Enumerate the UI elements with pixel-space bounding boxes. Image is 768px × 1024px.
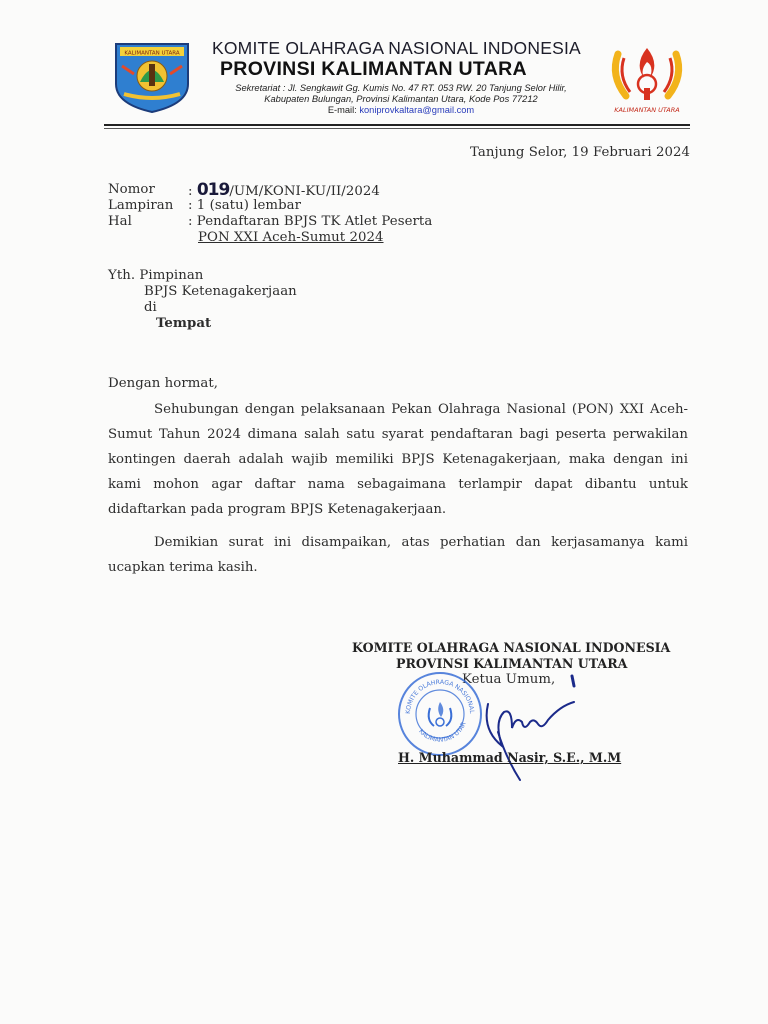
nomor-colon: :: [188, 184, 193, 199]
email-link[interactable]: koniprovkaltara@gmail.com: [359, 105, 475, 115]
nomor-value: [188, 180, 380, 200]
paragraph-1: [108, 397, 688, 522]
email-label: E-mail:: [327, 105, 360, 115]
nomor-handwritten-number: 019: [196, 180, 230, 200]
email-line: [206, 105, 596, 115]
signature-org-line1: KOMITE OLAHRAGA NASIONAL INDONESIA: [352, 640, 671, 655]
paragraph-1-line2: Sumut Tahun 2024 dimana salah satu syarat pendaftaran bagi peserta perwakilan: [108, 427, 688, 442]
paragraph-1-line1: Sehubungan dengan pelaksanaan Pekan Olahraga Nasional (PON) XXI Aceh-: [154, 402, 688, 417]
stamp-text-bottom: KALIMANTAN UTAR: [417, 721, 468, 744]
org-name-line2: PROVINSI KALIMANTAN UTARA: [220, 58, 527, 80]
hal-value-line1: : Pendaftaran BPJS TK Atlet Peserta: [188, 214, 433, 229]
letterhead-rule: [104, 124, 690, 126]
koni-torch-logo: [604, 36, 690, 122]
paragraph-2-line1: Demikian surat ini disampaikan, atas perhatian dan kerjasamanya kami: [154, 535, 688, 550]
org-name-line1: KOMITE OLAHRAGA NASIONAL INDONESIA: [212, 38, 581, 58]
paragraph-2: [108, 530, 688, 580]
nomor-suffix: /UM/KONI-KU/II/2024: [229, 184, 380, 199]
hal-label: Hal: [108, 214, 132, 229]
recipient-line3: di: [144, 300, 157, 315]
right-logo-caption: KALIMANTAN UTARA: [614, 106, 680, 114]
signatory-name: H. Muhammad Nasir, S.E., M.M: [398, 750, 622, 765]
official-stamp: [396, 670, 484, 758]
letterhead-rule-thin: [104, 128, 690, 129]
left-logo-caption: KALIMANTAN UTARA: [124, 50, 180, 57]
address-line1: Sekretariat : Jl. Sengkawit Gg. Kumis No. 47 RT. 053 RW. 20 Tanjung Selor Hilir,: [235, 83, 567, 93]
paragraph-1-line3: kontingen daerah adalah wajib memiliki BPJS Ketenagakerjaan, maka dengan ini: [108, 452, 688, 467]
paragraph-1-line5: didaftarkan pada program BPJS Ketenagakerjaan.: [108, 502, 447, 517]
lampiran-value: : 1 (satu) lembar: [188, 198, 302, 213]
signature-org-line2: PROVINSI KALIMANTAN UTARA: [396, 656, 628, 671]
recipient-line4: Tempat: [156, 316, 212, 331]
nomor-label: Nomor: [108, 182, 155, 197]
greeting: Dengan hormat,: [108, 376, 219, 391]
paragraph-1-line4: kami mohon agar daftar nama sebagaimana terlampir dapat dibantu untuk: [108, 477, 688, 492]
stamp-text-top: KOMITE OLAHRAGA NASIONAL: [404, 678, 476, 715]
letter-date: Tanjung Selor, 19 Februari 2024: [470, 145, 690, 160]
signature-position: Ketua Umum,: [462, 672, 556, 687]
recipient-line2: BPJS Ketenagakerjaan: [144, 284, 297, 299]
handwritten-signature: [476, 672, 588, 782]
address-line2: Kabupaten Bulungan, Provinsi Kalimantan Utara, Kode Pos 77212: [264, 94, 538, 104]
provincial-crest-logo: [110, 38, 194, 114]
lampiran-label: Lampiran: [108, 198, 174, 213]
hal-value-line2: PON XXI Aceh-Sumut 2024: [198, 230, 384, 245]
recipient-line1: Yth. Pimpinan: [108, 268, 204, 283]
paragraph-2-line2: ucapkan terima kasih.: [108, 560, 258, 575]
